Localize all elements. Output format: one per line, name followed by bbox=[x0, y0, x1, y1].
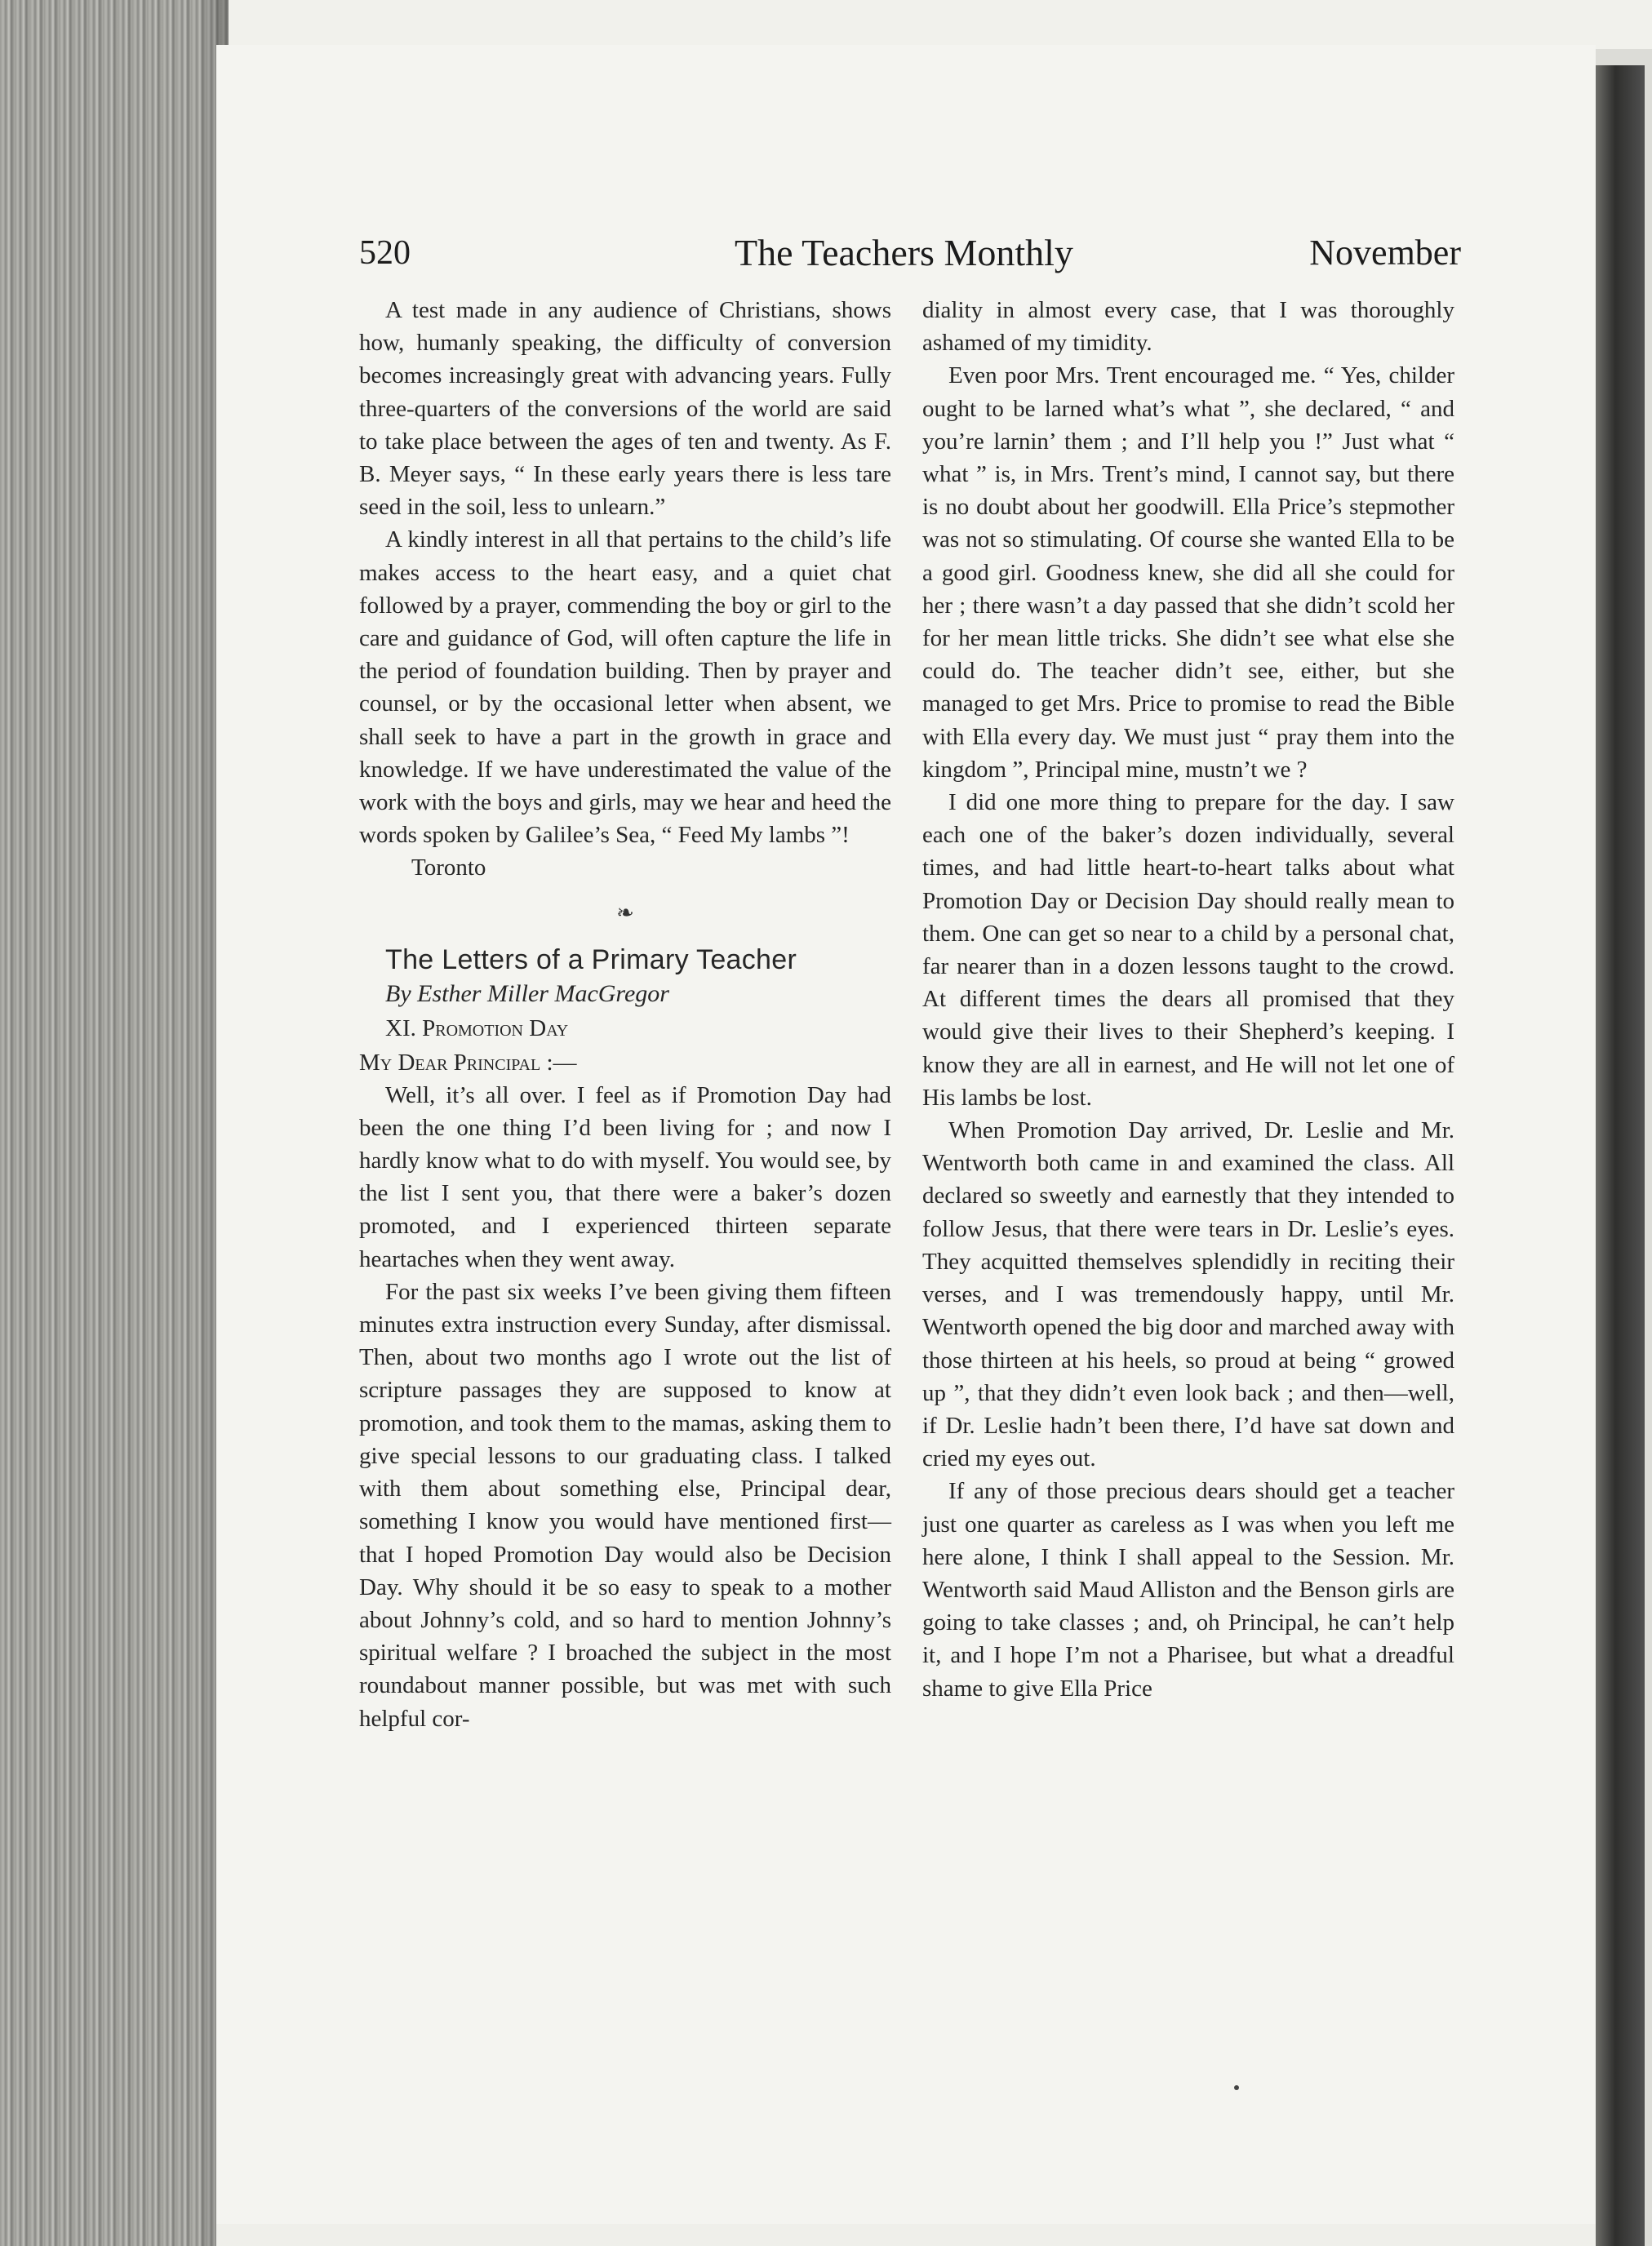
paragraph: diality in almost every case, that I was thoroughly ashamed of my timidity. bbox=[922, 297, 1454, 357]
paragraph: If any of those precious dears should get a teacher just one quarter as careless as I was when you left me here alone, I think I shall appeal to the Session. Mr. Wentworth said Maud Alliston and the Benson girls are going to take classes ; and, oh Principal, he can’t help it, and I hope I’m not a Pharisee, but what a dreadful shame to give Ella Price bbox=[922, 1478, 1454, 1702]
article-section-heading: XI. Promotion Day bbox=[385, 1014, 569, 1041]
right-column bbox=[922, 294, 1454, 1705]
paragraph: I did one more thing to prepare for the day. I saw each one of the baker’s dozen individually, several times, and had little heart-to-heart talks about what Promotion Day or Decision Day should really mean to them. One can get so near to a child by a personal chat, far nearer than in a dozen lessons taught to the crowd. At different times the dears all promised that they would give their lives to their Shepherd’s keeping. I know they are all in earnest, and He will not let one of His lambs be lost. bbox=[922, 789, 1454, 1111]
paragraph: When Promotion Day arrived, Dr. Leslie and Mr. Wentworth both came in and examined the class. All declared so sweetly and earnestly that they intended to follow Jesus, that there were tears in Dr. Leslie’s eyes. They acquitted themselves splendidly in reciting their verses, and I was tremendously happy, until Mr. Wentworth opened the big door and marched away with those thirteen at his heels, so proud at being “ growed up ”, that they didn’t even look back ; and then—well, if Dr. Leslie hadn’t been there, I’d have sat down and cried my eyes out. bbox=[922, 1117, 1454, 1472]
letter-salutation: My Dear Principal :— bbox=[359, 1049, 577, 1076]
paragraph: For the past six weeks I’ve been giving them fifteen minutes extra instruction every Sunday, after dismissal. Then, about two months ago I wrote out the list of scripture passages they are supposed to know at promotion, and took them to the mamas, asking them to give special lessons to our graduating class. I talked with them about something else, Principal dear, something I know you would have mentioned first—that I hoped Promotion Day would also be Decision Day. Why should it be so easy to speak to a mother about Johnny’s cold, and so hard to mention Johnny’s spiritual welfare ? I broached the subject in the most roundabout manner possible, but was met with such helpful cor- bbox=[359, 1278, 891, 1732]
scan-speck bbox=[1234, 2085, 1239, 2090]
book-page-edges bbox=[0, 0, 229, 2246]
article-title: The Letters of a Primary Teacher bbox=[385, 943, 797, 975]
left-column bbox=[359, 294, 891, 1735]
book-binding-edge bbox=[1596, 65, 1645, 2246]
paragraph: Well, it’s all over. I feel as if Promotion Day had been the one thing I’d been living for ; and now I hardly know what to do with myself. You would see, by the list I sent you, that there were a baker’s dozen promoted, and I experienced thirteen separate heartaches when they went away. bbox=[359, 1081, 891, 1272]
scan-background bbox=[0, 0, 1652, 49]
article-author: By Esther Miller MacGregor bbox=[385, 979, 669, 1007]
issue-month: November bbox=[1309, 233, 1461, 273]
fleuron-ornament-icon: ❧ bbox=[616, 900, 634, 925]
paragraph: A kindly interest in all that pertains to the child’s life makes access to the heart easy, and a quiet chat followed by a prayer, commending the boy or girl to the care and guidance of God, will often capture the life in the period of foundation building. Then by prayer and counsel, or by the occasional letter when absent, we shall seek to have a part in the growth in grace and knowledge. If we have underestimated the value of the work with the boys and girls, may we hear and heed the words spoken by Galilee’s Sea, “ Feed My lambs ”! bbox=[359, 526, 891, 849]
page-number: 520 bbox=[359, 234, 411, 272]
paragraph: Even poor Mrs. Trent encouraged me. “ Yes, childer ought to be larned what’s what ”, she declared, “ and you’re larnin’ them ; and I’ll help you !” Just what “ what ” is, in Mrs. Trent’s mind, I cannot say, but there is no doubt about her goodwill. Ella Price’s stepmother was not so stimulating. Of course she wanted Ella to be a good girl. Goodness knew, she did all she could for her ; there wasn’t a day passed that she didn’t scold her for her mean little tricks. She didn’t see what else she could do. The teacher didn’t see, either, but she managed to get Mrs. Price to promise to read the Bible with Ella every day. We must just “ pray them into the kingdom ”, Principal mine, mustn’t we ? bbox=[922, 362, 1454, 783]
journal-title: The Teachers Monthly bbox=[735, 232, 1073, 273]
page-bottom bbox=[216, 2224, 1596, 2246]
signoff-location: Toronto bbox=[411, 854, 486, 881]
running-header bbox=[359, 229, 1461, 277]
paragraph: A test made in any audience of Christians, shows how, humanly speaking, the difficulty of conversion becomes increasingly great with advancing years. Fully three-quarters of the conversions of the world are said to take place between the ages of ten and twenty. As F. B. Meyer says, “ In these early years there is less tare seed in the soil, less to unlearn.” bbox=[359, 297, 891, 521]
